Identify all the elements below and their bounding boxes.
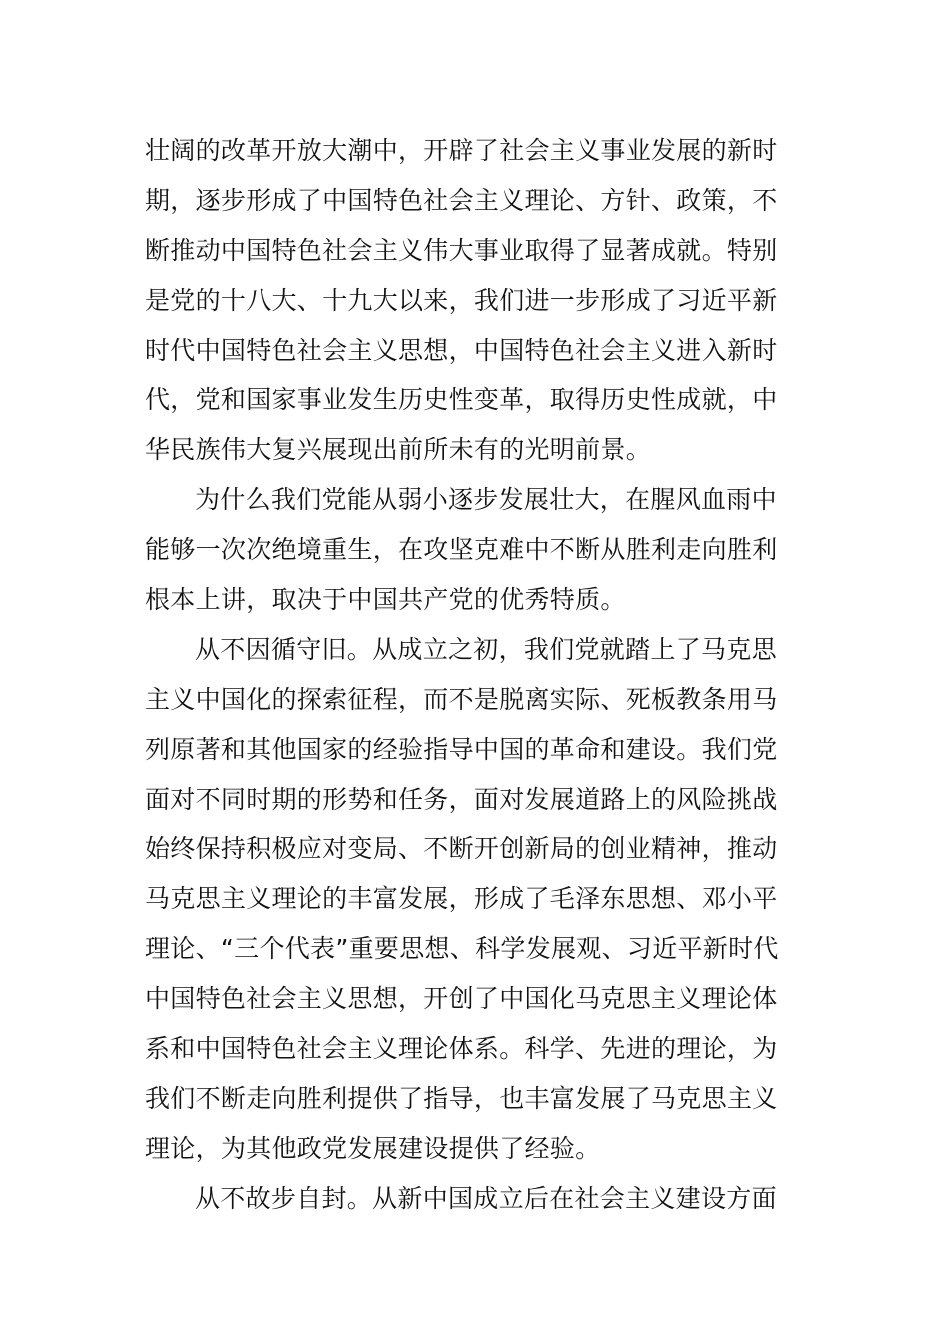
text-line: 时代中国特色社会主义思想，中国特色社会主义进入新时	[145, 335, 778, 365]
text-line: 中国特色社会主义思想，开创了中国化马克思主义理论体	[145, 984, 778, 1014]
text-line: 断推动中国特色社会主义伟大事业取得了显著成就。特别	[145, 235, 778, 265]
text-line: 主义中国化的探索征程，而不是脱离实际、死板教条用马	[145, 684, 778, 714]
text-line: 马克思主义理论的丰富发展，形成了毛泽东思想、邓小平	[145, 884, 778, 914]
text-line: 我们不断走向胜利提供了指导，也丰富发展了马克思主义	[145, 1083, 778, 1113]
text-line: 理论，为其他政党发展建设提供了经验。	[145, 1133, 601, 1163]
text-line: 始终保持积极应对变局、不断开创新局的创业精神，推动	[145, 834, 778, 864]
text-line: 根本上讲，取决于中国共产党的优秀特质。	[145, 585, 626, 615]
paragraph-start-line: 从不因循守旧。从成立之初，我们党就踏上了马克思	[195, 634, 777, 664]
text-line: 理论、“三个代表”重要思想、科学发展观、习近平新时代	[145, 934, 779, 964]
body-text	[145, 126, 810, 1224]
text-line: 系和中国特色社会主义理论体系。科学、先进的理论，为	[145, 1034, 778, 1064]
text-line: 期，逐步形成了中国特色社会主义理论、方针、政策，不	[145, 185, 778, 215]
text-line: 是党的十八大、十九大以来，我们进一步形成了习近平新	[145, 285, 778, 315]
text-line: 能够一次次绝境重生，在攻坚克难中不断从胜利走向胜利	[145, 535, 778, 565]
paragraph-start-line: 从不故步自封。从新中国成立后在社会主义建设方面	[195, 1183, 777, 1213]
paragraph-start-line: 为什么我们党能从弱小逐步发展壮大，在腥风血雨中	[195, 485, 777, 515]
text-line: 华民族伟大复兴展现出前所未有的光明前景。	[145, 435, 652, 465]
text-line: 面对不同时期的形势和任务，面对发展道路上的风险挑战	[145, 784, 778, 814]
text-line: 壮阔的改革开放大潮中，开辟了社会主义事业发展的新时	[145, 136, 778, 165]
text-line: 列原著和其他国家的经验指导中国的革命和建设。我们党	[145, 734, 778, 764]
text-line: 代，党和国家事业发生历史性变革，取得历史性成就，中	[145, 385, 778, 415]
